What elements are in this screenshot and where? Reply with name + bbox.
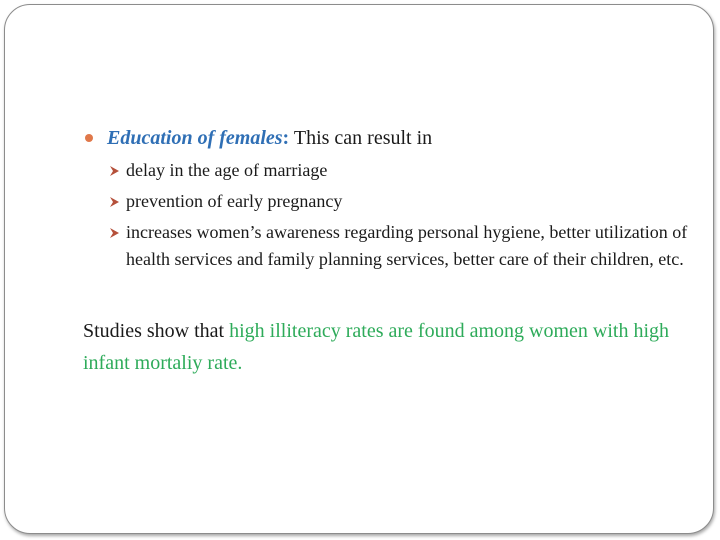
studies-highlight-text: high illiteracy rates are found among women with high infant mortaliy rate. <box>83 320 670 374</box>
sub-bullet-text: increases women’s awareness regarding personal hygiene, better utilization of health services and family planning services, better care of their children, etc. <box>126 222 688 269</box>
slide-frame <box>4 4 714 534</box>
sub-bullet-list <box>83 157 693 273</box>
arrowhead-bullet-icon <box>109 188 123 215</box>
sub-bullet-text: prevention of early pregnancy <box>126 191 343 211</box>
slide-content <box>83 123 693 379</box>
bullet-heading-colon: : <box>282 127 290 149</box>
arrowhead-bullet-icon <box>109 157 123 184</box>
studies-lead-text: Studies show that <box>83 320 230 342</box>
sub-bullet-item <box>109 219 693 273</box>
round-bullet-icon <box>85 134 93 142</box>
sub-bullet-text: delay in the age of marriage <box>126 160 328 180</box>
bullet-text: This can result in <box>289 127 433 149</box>
sub-bullet-item <box>109 157 693 184</box>
studies-statement <box>83 315 683 379</box>
arrowhead-bullet-icon <box>109 219 123 246</box>
main-bullet-point <box>83 123 693 153</box>
bullet-heading: Education of females <box>107 127 283 149</box>
sub-bullet-item <box>109 188 693 215</box>
